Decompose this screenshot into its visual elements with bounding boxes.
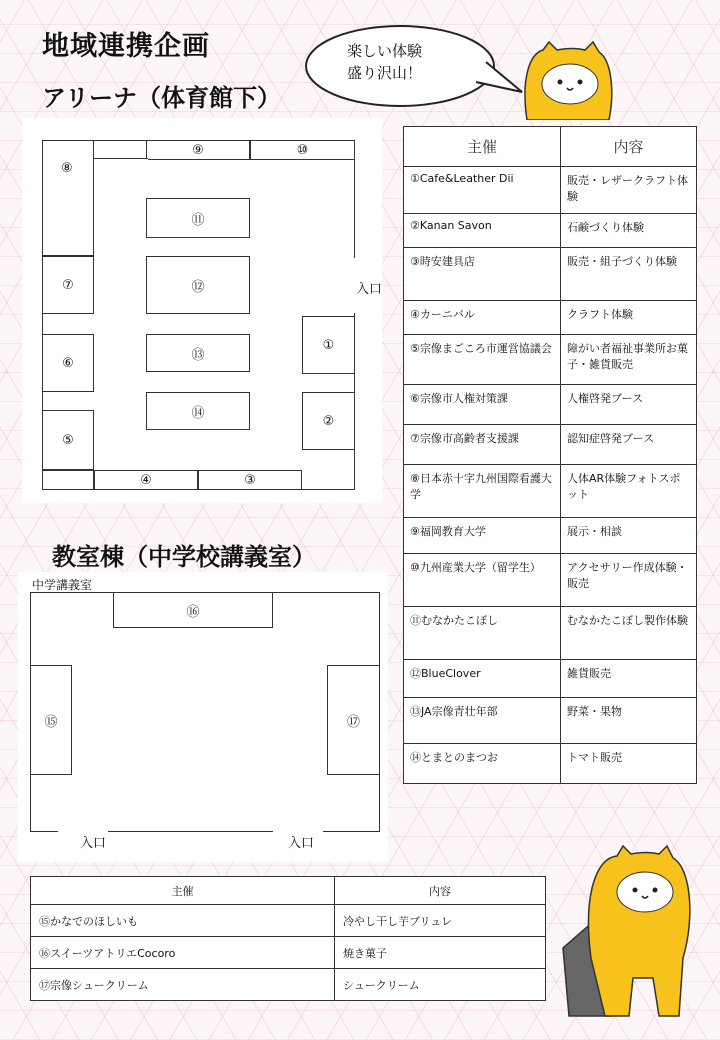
table-row (404, 465, 697, 518)
content-cell: 展示・相談 (561, 518, 697, 554)
table-row (404, 335, 697, 385)
entrance-right: 入口 (288, 836, 315, 851)
content-cell: シュークリーム (335, 969, 546, 1001)
org-cell: ⑮かなでのほしいも (31, 905, 335, 937)
org-cell: ⑭とまとのまつお (404, 744, 561, 784)
arena-title: アリーナ（体育館下） (42, 84, 282, 112)
content-cell: アクセサリー作成体験・販売 (561, 554, 697, 607)
room-label: 中学講義室 (32, 578, 93, 592)
org-cell: ⑪むなかたこぼし (404, 607, 561, 660)
content-cell: 石鹸づくり体験 (561, 214, 697, 248)
mascot-icon (515, 40, 615, 120)
page-title: 地域連携企画 (42, 31, 210, 62)
booth-10: ⑩ (250, 140, 355, 160)
booth-7: ⑦ (42, 256, 94, 314)
col-header-org: 主催 (31, 877, 335, 905)
speech-line-1: 楽しい体験 (347, 42, 423, 60)
org-cell: ②Kanan Savon (404, 214, 561, 248)
content-cell: トマト販売 (561, 744, 697, 784)
table-row (404, 518, 697, 554)
classroom-map (18, 572, 388, 862)
booth-6: ⑥ (42, 334, 94, 392)
table-row (404, 248, 697, 301)
content-cell: 焼き菓子 (335, 937, 546, 969)
org-cell: ⑰宗像シュークリーム (31, 969, 335, 1001)
table-row (31, 969, 546, 1001)
org-cell: ⑥宗像市人権対策課 (404, 385, 561, 425)
arena-entrance-label: 入口 (356, 282, 383, 297)
table-row (404, 425, 697, 465)
mascot-with-stone-icon (555, 838, 705, 1018)
org-cell: ⑦宗像市高齢者支援課 (404, 425, 561, 465)
booth-16: ⑯ (113, 592, 273, 628)
booth-12: ⑫ (146, 256, 250, 314)
org-cell: ③時安建具店 (404, 248, 561, 301)
table-row (404, 698, 697, 744)
content-cell: むなかたこぼし製作体験 (561, 607, 697, 660)
table-row (404, 385, 697, 425)
table-row (404, 301, 697, 335)
booth-5: ⑤ (42, 410, 94, 470)
table-row (404, 554, 697, 607)
content-cell: 野菜・果物 (561, 698, 697, 744)
content-cell: クラフト体験 (561, 301, 697, 335)
booth-2: ② (302, 392, 355, 450)
table-row (404, 660, 697, 698)
classroom-booth-table (30, 876, 546, 1001)
entrance-left: 入口 (80, 836, 107, 851)
table-row (404, 167, 697, 214)
org-cell: ⑯スイーツアトリエCocoro (31, 937, 335, 969)
arena-booth-table (403, 126, 697, 784)
speech-text (347, 40, 422, 84)
booth-11: ⑪ (146, 198, 250, 238)
org-cell: ⑬JA宗像青壮年部 (404, 698, 561, 744)
org-cell: ⑩九州産業大学（留学生） (404, 554, 561, 607)
col-header-content: 内容 (335, 877, 546, 905)
org-cell: ⑧日本赤十字九州国際看護大学 (404, 465, 561, 518)
booth-9: ⑨ (146, 140, 250, 160)
speech-line-2: 盛り沢山！ (347, 64, 423, 82)
table-row (404, 744, 697, 784)
content-cell: 人権啓発ブース (561, 385, 697, 425)
content-cell: 認知症啓発ブース (561, 425, 697, 465)
content-cell: 販売・レザークラフト体験 (561, 167, 697, 214)
content-cell: 雑貨販売 (561, 660, 697, 698)
booth-17: ⑰ (327, 665, 380, 775)
org-cell: ⑨福岡教育大学 (404, 518, 561, 554)
org-cell: ①Cafe&Leather Dii (404, 167, 561, 214)
booth-1: ① (302, 316, 355, 374)
booth-3: ③ (198, 470, 302, 490)
booth-13: ⑬ (146, 334, 250, 372)
booth-14: ⑭ (146, 392, 250, 430)
org-cell: ⑤宗像まごころ市運営協議会 (404, 335, 561, 385)
table-row (404, 214, 697, 248)
col-header-org: 主催 (404, 127, 561, 167)
arena-map (22, 118, 382, 503)
col-header-content: 内容 (561, 127, 697, 167)
content-cell: 人体AR体験フォトスポット (561, 465, 697, 518)
org-cell: ④カーニバル (404, 301, 561, 335)
content-cell: 冷やし干し芋ブリュレ (335, 905, 546, 937)
table-row (404, 607, 697, 660)
booth-8: ⑧ (42, 140, 94, 256)
booth-15: ⑮ (30, 665, 72, 775)
booth-4: ④ (94, 470, 198, 490)
org-cell: ⑫BlueClover (404, 660, 561, 698)
table-row (31, 905, 546, 937)
table-row (31, 937, 546, 969)
content-cell: 販売・組子づくり体験 (561, 248, 697, 301)
classroom-title: 教室棟（中学校講義室） (52, 543, 316, 571)
content-cell: 障がい者福祉事業所お菓子・雑貨販売 (561, 335, 697, 385)
